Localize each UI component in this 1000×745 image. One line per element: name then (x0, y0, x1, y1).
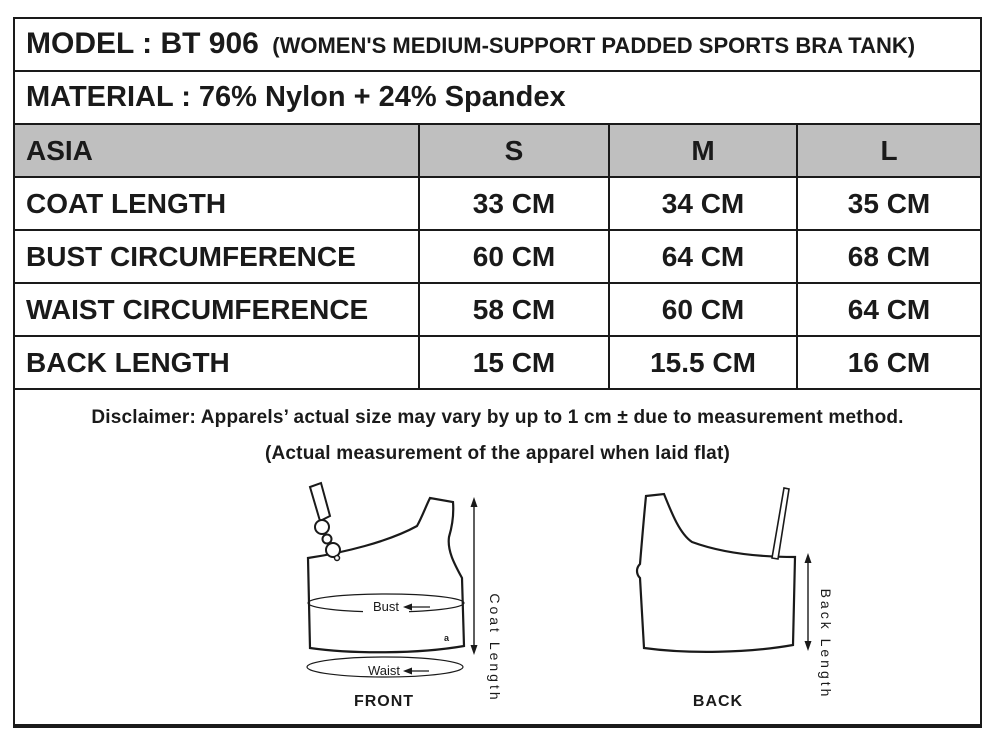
front-garment-outline (308, 498, 464, 652)
cell-back-m: 15.5 CM (610, 337, 798, 390)
coat-length-label: Coat Length (487, 593, 503, 703)
cell-coat-s: 33 CM (420, 178, 610, 231)
material-row (15, 72, 980, 125)
back-garment-outline (637, 494, 795, 652)
front-view-diagram (260, 480, 510, 720)
bead-2 (323, 535, 332, 544)
size-table (15, 125, 980, 390)
model-subtitle: (WOMEN'S MEDIUM-SUPPORT PADDED SPORTS BRA TANK) (272, 33, 916, 58)
size-chart-sheet (13, 17, 982, 728)
model-label: MODEL : BT 906 (26, 27, 259, 60)
cell-back-s: 15 CM (420, 337, 610, 390)
coat-length-arrow-bottom (471, 645, 478, 655)
cell-bust-l: 68 CM (798, 231, 980, 284)
table-header-size-l: L (798, 125, 980, 178)
cell-coat-l: 35 CM (798, 178, 980, 231)
disclaimer-line2: (Actual measurement of the apparel when laid flat) (264, 443, 731, 464)
row-label-waist: WAIST CIRCUMFERENCE (15, 284, 420, 337)
disclaimer-line1: Disclaimer: Apparels’ actual size may vary by up to 1 cm ± due to measurement method. (91, 407, 904, 428)
cell-waist-l: 64 CM (798, 284, 980, 337)
row-label-coat-length: COAT LENGTH (15, 178, 420, 231)
bead-connector (335, 556, 340, 561)
back-length-arrow-bottom (805, 641, 812, 651)
bust-label: Bust (372, 599, 400, 614)
back-thin-strap (772, 488, 789, 559)
cell-bust-m: 64 CM (610, 231, 798, 284)
cell-waist-s: 58 CM (420, 284, 610, 337)
logo-mark: a (444, 633, 450, 643)
bead-1 (315, 520, 329, 534)
back-view-diagram (600, 480, 850, 720)
cell-waist-m: 60 CM (610, 284, 798, 337)
front-caption: FRONT (353, 693, 415, 710)
table-header-size-m: M (610, 125, 798, 178)
back-length-arrow-top (805, 553, 812, 563)
material-label: MATERIAL : 76% Nylon + 24% Spandex (26, 81, 566, 113)
back-length-label: Back Length (818, 588, 834, 700)
shoulder-ribbon (310, 483, 330, 521)
cell-coat-m: 34 CM (610, 178, 798, 231)
table-header-region: ASIA (15, 125, 420, 178)
cell-back-l: 16 CM (798, 337, 980, 390)
row-label-bust: BUST CIRCUMFERENCE (15, 231, 420, 284)
model-row (15, 19, 980, 72)
waist-label: Waist (367, 663, 401, 678)
row-label-back-length: BACK LENGTH (15, 337, 420, 390)
coat-length-arrow-top (471, 497, 478, 507)
table-header-size-s: S (420, 125, 610, 178)
disclaimer (15, 390, 980, 465)
cell-bust-s: 60 CM (420, 231, 610, 284)
back-caption: BACK (692, 693, 744, 710)
